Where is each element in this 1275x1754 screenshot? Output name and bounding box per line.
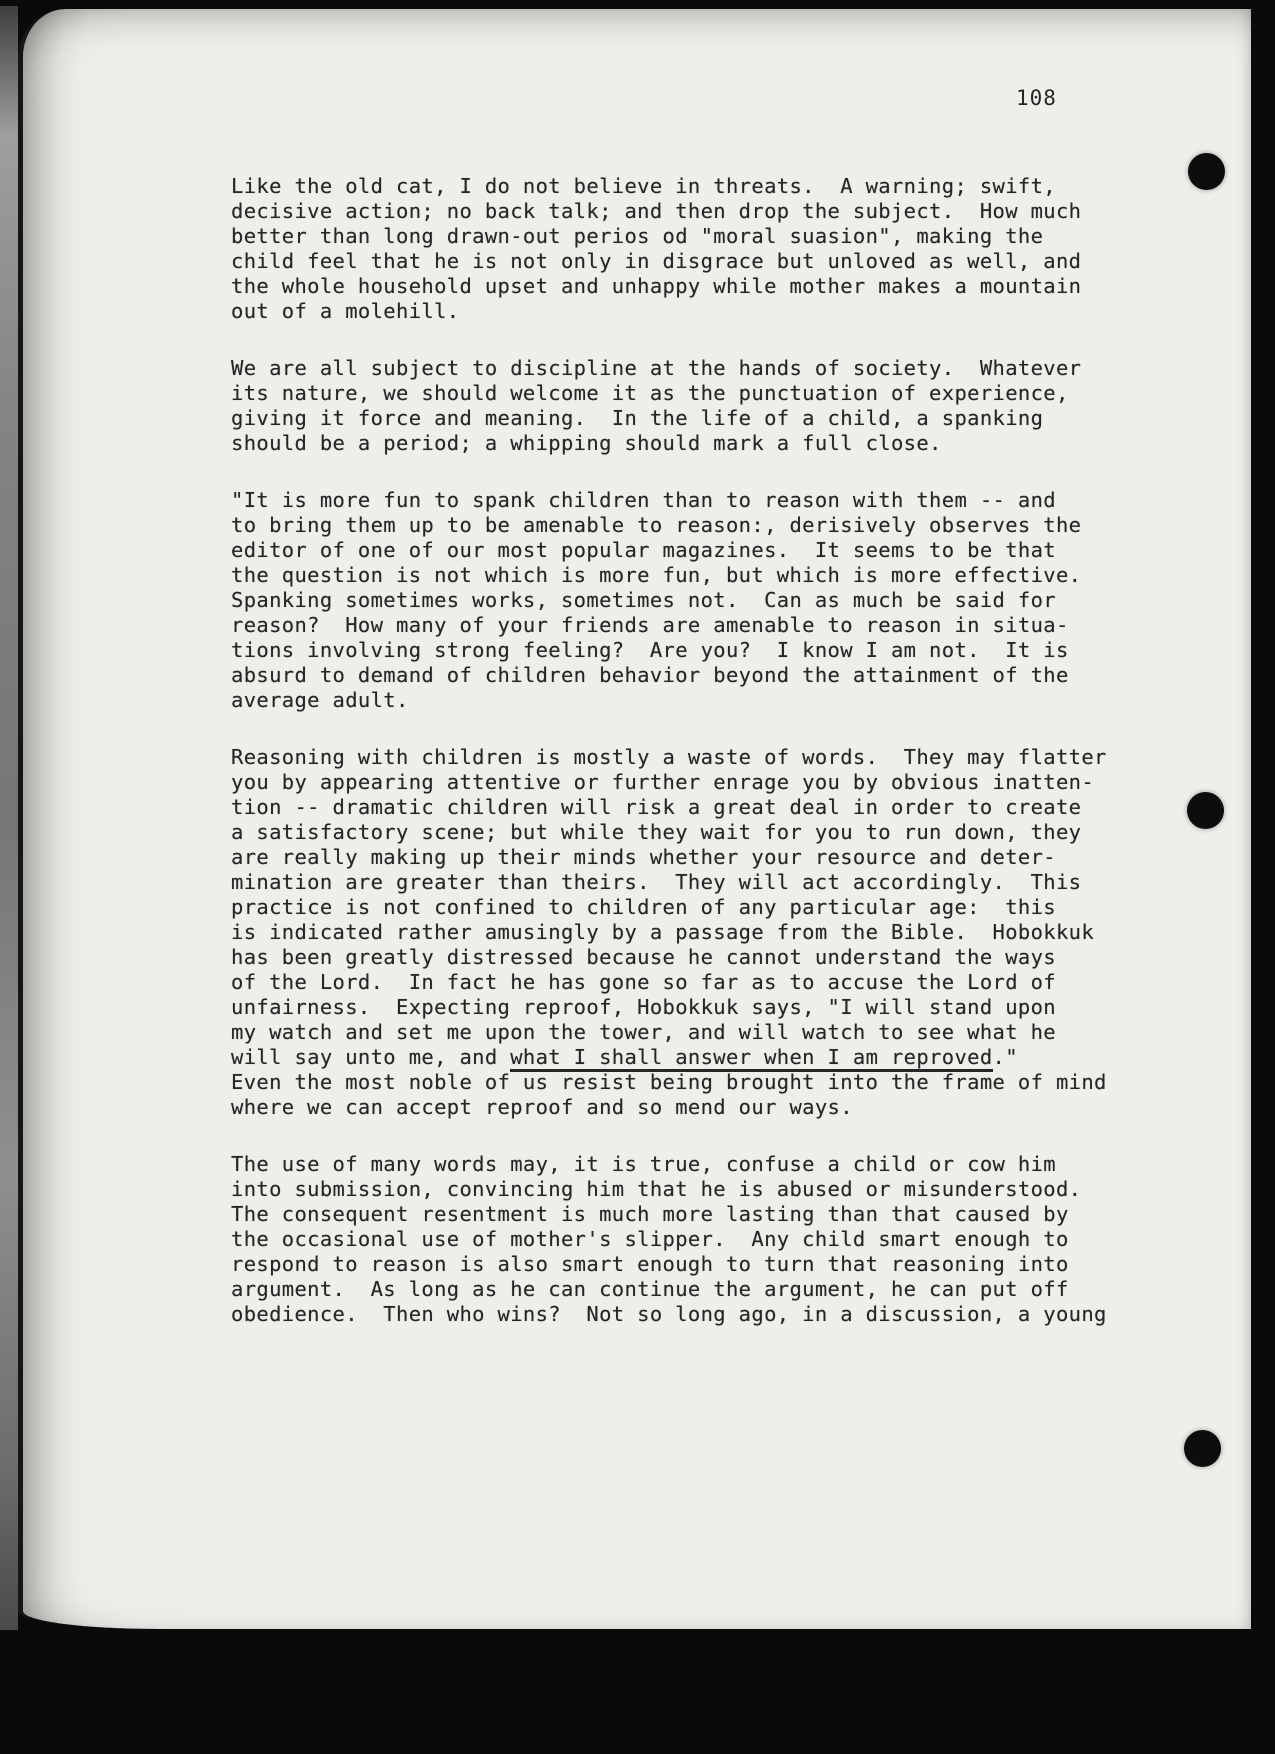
book-edge-strip <box>0 6 18 1630</box>
paragraph <box>231 745 1131 1120</box>
text-line: child feel that he is not only in disgrace but unloved as well, and <box>231 249 1082 273</box>
text-line: has been greatly distressed because he cannot understand the ways <box>231 945 1056 969</box>
text-line: to bring them up to be amenable to reason:, derisively observes the <box>231 513 1082 537</box>
text-line: tion -- dramatic children will risk a great deal in order to create <box>231 795 1082 819</box>
paragraph <box>231 488 1131 713</box>
text-line: you by appearing attentive or further enrage you by obvious inatten- <box>231 770 1095 794</box>
text-line: absurd to demand of children behavior beyond the attainment of the <box>231 663 1069 687</box>
text-line: the question is not which is more fun, but which is more effective. <box>231 563 1082 587</box>
text-line: The consequent resentment is much more lasting than that caused by <box>231 1202 1069 1226</box>
text-line: of the Lord. In fact he has gone so far as to accuse the Lord of <box>231 970 1056 994</box>
underlined-text: what I shall answer when I am reproved <box>510 1045 992 1072</box>
text-line: is indicated rather amusingly by a passage from the Bible. Hobokkuk <box>231 920 1095 944</box>
text-line: mination are greater than theirs. They will act accordingly. This <box>231 870 1082 894</box>
paragraph <box>231 1152 1131 1327</box>
hole-punch <box>1187 792 1224 829</box>
text-line: decisive action; no back talk; and then drop the subject. How much <box>231 199 1082 223</box>
text-line: the occasional use of mother's slipper. Any child smart enough to <box>231 1227 1069 1251</box>
scanned-page <box>18 9 1251 1629</box>
text-line: its nature, we should welcome it as the punctuation of experience, <box>231 381 1069 405</box>
hole-punch <box>1184 1430 1221 1467</box>
text-line: Spanking sometimes works, sometimes not. Can as much be said for <box>231 588 1056 612</box>
text-line: where we can accept reproof and so mend our ways. <box>231 1095 853 1119</box>
text-line: editor of one of our most popular magazines. It seems to be that <box>231 538 1056 562</box>
text-line: obedience. Then who wins? Not so long ago, in a discussion, a young <box>231 1302 1107 1326</box>
text-line: my watch and set me upon the tower, and will watch to see what he <box>231 1020 1056 1044</box>
text-line: unfairness. Expecting reproof, Hobokkuk says, "I will stand upon <box>231 995 1056 1019</box>
text-line: giving it force and meaning. In the life of a child, a spanking <box>231 406 1044 430</box>
text-line: average adult. <box>231 688 409 712</box>
text-line: We are all subject to discipline at the hands of society. Whatever <box>231 356 1082 380</box>
text-line: Even the most noble of us resist being brought into the frame of mind <box>231 1070 1107 1094</box>
text-line: Like the old cat, I do not believe in threats. A warning; swift, <box>231 174 1056 198</box>
text-line: practice is not confined to children of any particular age: this <box>231 895 1056 919</box>
hole-punch <box>1188 153 1225 190</box>
text-line: better than long drawn-out perios od "moral suasion", making the <box>231 224 1044 248</box>
typed-text <box>231 174 1131 1359</box>
text-line <box>231 1045 1131 1070</box>
text-segment: ." <box>992 1045 1018 1069</box>
text-line: the whole household upset and unhappy while mother makes a mountain <box>231 274 1082 298</box>
paragraph <box>231 356 1131 456</box>
text-line: Reasoning with children is mostly a waste of words. They may flatter <box>231 745 1107 769</box>
page-number: 108 <box>1016 86 1057 110</box>
text-line: should be a period; a whipping should mark a full close. <box>231 431 942 455</box>
text-line: "It is more fun to spank children than to reason with them -- and <box>231 488 1056 512</box>
text-line: argument. As long as he can continue the argument, he can put off <box>231 1277 1069 1301</box>
text-line: The use of many words may, it is true, confuse a child or cow him <box>231 1152 1056 1176</box>
text-line: respond to reason is also smart enough to turn that reasoning into <box>231 1252 1069 1276</box>
text-line: out of a molehill. <box>231 299 460 323</box>
text-line: a satisfactory scene; but while they wait for you to run down, they <box>231 820 1082 844</box>
text-line: are really making up their minds whether your resource and deter- <box>231 845 1056 869</box>
text-segment: will say unto me, and <box>231 1045 511 1069</box>
text-line: into submission, convincing him that he is abused or misunderstood. <box>231 1177 1082 1201</box>
text-line: tions involving strong feeling? Are you? I know I am not. It is <box>231 638 1069 662</box>
paragraph <box>231 174 1131 324</box>
text-line: reason? How many of your friends are amenable to reason in situa- <box>231 613 1069 637</box>
